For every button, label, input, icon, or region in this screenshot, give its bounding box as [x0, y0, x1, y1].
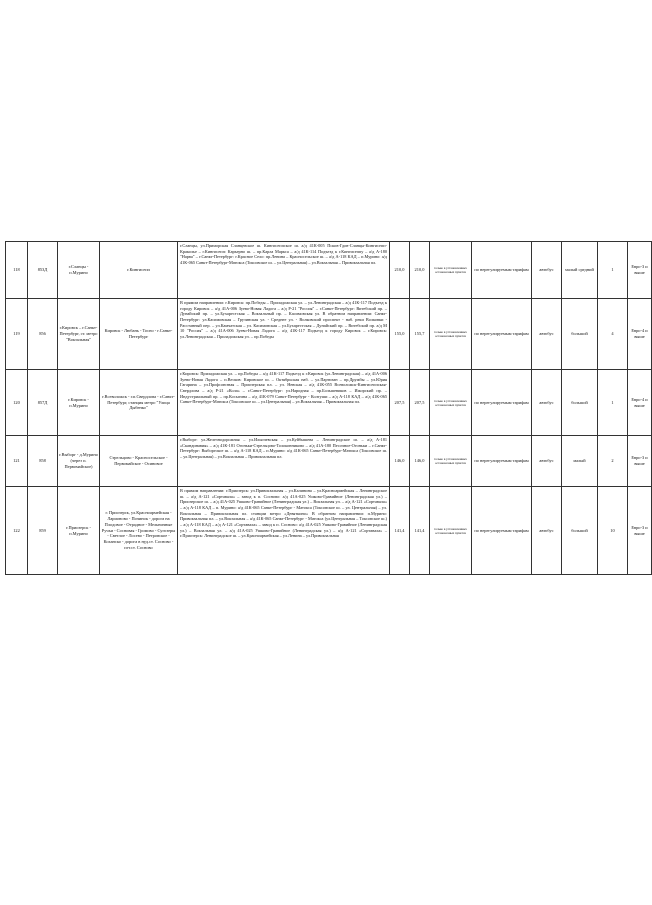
vehicle-type-cell: автобус — [532, 487, 562, 575]
boarding-procedure-cell: только в установленных остановочных пунктах — [430, 436, 472, 487]
route-number-cell: 853Д — [28, 242, 58, 299]
row-number-cell: 121 — [6, 436, 28, 487]
boarding-procedure-cell: только в установленных остановочных пунктах — [430, 487, 472, 575]
intermediate-stops-cell: г.Всеволожск - г.п.Свердлова - г.Санкт-Петербург, станция метро "Улица Дыбенко" — [100, 370, 178, 436]
intermediate-stops-cell: Стрельцово - Красносельское - Первомайское - Осиновое — [100, 436, 178, 487]
vehicle-class-cell: большой — [562, 299, 598, 370]
vehicle-count-cell: 10 — [598, 487, 628, 575]
route-endpoints-cell: г.Приозерск - п.Мурино — [58, 487, 100, 575]
vehicle-count-cell: 1 — [598, 242, 628, 299]
row-number-cell: 120 — [6, 370, 28, 436]
table-row — [6, 436, 652, 487]
route-number-cell: 856 — [28, 299, 58, 370]
route-number-cell: 857Д — [28, 370, 58, 436]
intermediate-stops-cell: г.Кингисепп — [100, 242, 178, 299]
route-endpoints-cell: г.Кировск - п.Мурино — [58, 370, 100, 436]
length-backward-cell: 146,0 — [410, 436, 430, 487]
length-forward-cell: 210,0 — [390, 242, 410, 299]
table-row — [6, 299, 652, 370]
route-endpoints-cell: г.Выборг - д.Мурино (через п. Первомайское) — [58, 436, 100, 487]
route-number-cell: 858 — [28, 436, 58, 487]
length-backward-cell: 210,0 — [410, 242, 430, 299]
vehicle-class-cell: малый — [562, 436, 598, 487]
route-path-cell: В прямом направлении: г.Приозерск: ул.Привокзальная – ул.Калинина – ул.Красноармейская – Ленинградское ш. – а/д А-121 «Сортавала» – завод к п. Сосново: а/д 41А-025 Ушково-Гравийное (Ленинградская ул.) – Приозерское ш. – а/д 41А-025 Ушково-Гравийное (Ленинградская ул.) – Вокзальная ул. – а/д А-121 «Сортавала» – а/д А-118 КАД – п. Мурино: а/д 41К-065 Санкт-Петербург - Матокса (Токсовское ш. – ул. Центральная) – ул. Вокзальная – Привокзальная пл. станции метро «Девяткино» В обратном направлении: п.Мурино: Привокзальная пл. – ул.Вокзальная – а/д 41К-065 Санкт-Петербург - Матокса (ул.Центральная – Токсовское ш.) – а/д А-118 КАД – а/д А-121 «Сортавала» – завод к п. Сосново: а/д 41А-025 Ушково-Гравийное (Ленинградская ул.) – Вокзальная ул. – а/д 41А-025 Ушково-Гравийное (Ленинградская ул.) – а/д А-121 «Сортавала» – г.Приозерск: Ленинградское ш. – ул.Красноармейская – ул.Ленина – ул.Привокзальная — [178, 487, 390, 575]
vehicle-count-cell: 2 — [598, 436, 628, 487]
length-forward-cell: 207,5 — [390, 370, 410, 436]
routes-table — [5, 241, 652, 575]
vehicle-count-cell: 4 — [598, 299, 628, 370]
vehicle-class-cell: большой — [562, 370, 598, 436]
vehicle-class-cell: большой — [562, 487, 598, 575]
length-backward-cell: 155,7 — [410, 299, 430, 370]
vehicle-type-cell: автобус — [532, 370, 562, 436]
vehicle-count-cell: 1 — [598, 370, 628, 436]
eco-class-cell: Евро-3 и выше — [628, 436, 652, 487]
length-forward-cell: 155,0 — [390, 299, 410, 370]
route-number-cell: 859 — [28, 487, 58, 575]
eco-class-cell: Евро-4 и выше — [628, 370, 652, 436]
intermediate-stops-cell: Кировск - Любань - Тосно - г.Санкт-Петербург — [100, 299, 178, 370]
eco-class-cell: Евро-3 и выше — [628, 487, 652, 575]
table-body — [6, 242, 652, 575]
route-endpoints-cell: г.Кировск – г.Санкт-Петербург, ст. метро "Вокзальная" — [58, 299, 100, 370]
tariff-type-cell: по нерегулируемым тарифам — [472, 242, 532, 299]
tariff-type-cell: по нерегулируемым тарифам — [472, 299, 532, 370]
boarding-procedure-cell: только в установленных остановочных пунктах — [430, 242, 472, 299]
vehicle-type-cell: автобус — [532, 299, 562, 370]
row-number-cell: 118 — [6, 242, 28, 299]
tariff-type-cell: по нерегулируемым тарифам — [472, 436, 532, 487]
length-backward-cell: 141,4 — [410, 487, 430, 575]
length-forward-cell: 146,0 — [390, 436, 410, 487]
vehicle-class-cell: малый средний — [562, 242, 598, 299]
eco-class-cell: Евро-3 и выше — [628, 242, 652, 299]
tariff-type-cell: по нерегулируемым тарифам — [472, 487, 532, 575]
vehicle-type-cell: автобус — [532, 242, 562, 299]
tariff-type-cell: по нерегулируемым тарифам — [472, 370, 532, 436]
intermediate-stops-cell: г. Приозерск, ул.Красноармейская - Ларионово - Починок - дорога на Плодовое - Отрадное - Мельничные Ручьи - Сосновая - Громово - Сугозеры - Светлое - Лосево - Петровское - Коханско - дорога в нуд.ст. Сосново - пгт.ст. Сосново — [100, 487, 178, 575]
table-row — [6, 487, 652, 575]
row-number-cell: 119 — [6, 299, 28, 370]
route-endpoints-cell: г.Сланцы - п.Мурино — [58, 242, 100, 299]
route-path-cell: г.Выборг: ул.Железнодорожная – ул.Ильичевская – ул.Куйбышева – Ленинградское ш. – а/д А-181 «Скандинавия» – а/д 41К-181 Огоньки-Стрельцово-Толоконниково – а/д 41А-180 Песочное-Огоньки – г.Санкт-Петербург: Выборгское ш. – а/д А-118 КАД – п.Мурино: а/д 41К-065 Санкт-Петербург-Матокса (Токсовское ш. – ул.Центральная) – ул.Вокзальная – Привокзальная пл. — [178, 436, 390, 487]
row-number-cell: 122 — [6, 487, 28, 575]
eco-class-cell: Евро-4 и выше — [628, 299, 652, 370]
boarding-procedure-cell: только в установленных остановочных пунктах — [430, 299, 472, 370]
boarding-procedure-cell: только в установленных остановочных пунктах — [430, 370, 472, 436]
table-row — [6, 242, 652, 299]
table-row — [6, 370, 652, 436]
route-path-cell: В прямом направлении: г.Кировск: пр.Победы – Приладожская ул. – ул.Ленинградская – а/д 41К-117 Подъезд к городу Кировск – а/д 41А-006 Зуево-Новая Ладога – а/д Р-21 "Россия" – г.Санкт-Петербург: Витебский пр. – Дунайский пр. – ул.Бухарестская – Вокзальный пр. – Касимовская ул. В обратном направлении: Санкт-Петербург: ул.Касимовская – Грузинская ул. - Среднее ул. - Волковский проспект - наб. реки Волковки - Расстанный пер. – ул.Камчатская – ул. Касимовская – ул.Бухарестская – Дунайский пр. – Витебский пр. а/д М 10 "Россия" – а/д 41А-006 Зуево-Новая Ладога – а/д 41К-117 Подъезд к городу Кировск – г.Кировск: ул.Ленинградская – Приладожская ул. – пр.Победы — [178, 299, 390, 370]
length-backward-cell: 207,5 — [410, 370, 430, 436]
length-forward-cell: 141,4 — [390, 487, 410, 575]
vehicle-type-cell: автобус — [532, 436, 562, 487]
route-path-cell: г.Сланцы, ул.Приморская Сланцевское ш. Кингисеппское ш. а/д 41К-005 Псков-Гдов-Сланцы-Кингисепп-Краколье – г.Кингисепп: Карьерно ш. – пр.Карла Маркса – а/д 41К-114 Подъезд к г.Кингисеппу – а/д А-180 "Нарва" – г.Санкт-Петербург: г.Красное Село: пр.Ленина – Красносельское ш. – а/д А-118 КАД – п.Мурино: а/д 41К-065 Санкт-Петербург-Матокса (Токсовское ш. – ул.Центральная) – ул.Вокзальная – Привокзальная пл. — [178, 242, 390, 299]
route-path-cell: г.Кировск: Приладожская ул. – пр.Победы – а/д 41К-117 Подъезд к г.Кировск (ул.Ленинградская) – а/д 41А-006 Зуево-Новая Ладога – п.Весков: Кировское ш. – Октябрьская наб. – ул.Партизан – пр.Дружбы – ул.Юрия Гагарина – ул.Профсоюзная – Приозерская пл. – ул. Невская – а/д 41К-055 Всеволожск-Кингисеппская-Свердлова – а/д Р-21 «Кола» – г.Санкт-Петербург: ул.Народная – пр.Большевиков – Ижорский пр. – Индустриальный пр. – пр.Косыгина – а/д 41К-079 Санкт-Петербург - Колтуши – а/д А-118 КАД – а/д 41К-065 Санкт-Петербург-Матокса (Токсовское ш. – ул.Центральная) – ул.Вокзальная – Привокзальная пл. — [178, 370, 390, 436]
